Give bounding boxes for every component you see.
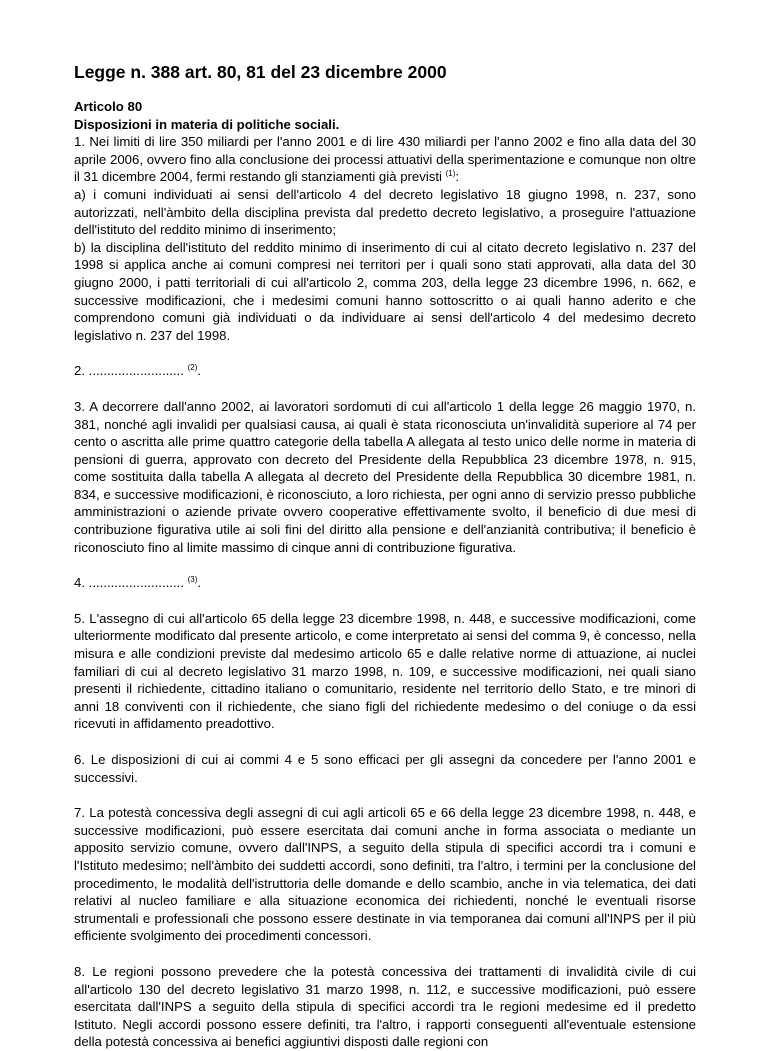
paragraph-1-a: a) i comuni individuati ai sensi dell'articolo 4 del decreto legislativo 18 giugno 1998, n. 237, sono autorizzati, nell'àmbito della disciplina prevista dal predetto decreto legislativo, a proseguire l'attuazione dell'istituto del reddito minimo di inserimento; — [74, 186, 696, 238]
paragraph-4-dot: . — [197, 575, 202, 591]
article-heading: Articolo 80 — [74, 99, 143, 114]
paragraph-2-dot: . — [197, 363, 202, 379]
paragraph-1-colon: : — [455, 169, 460, 185]
paragraph-5: 5. L'assegno di cui all'articolo 65 della legge 23 dicembre 1998, n. 448, e successive modificazioni, come ulteriormente modificato dal presente articolo, e come interpretato ai sensi del comma 9, è concesso, nella misura e alle condizioni previste dal medesimo articolo 65 e dalle relative norme di attuazione, ai nuclei familiari di cui al decreto legislativo 31 marzo 1998, n. 109, e successive modificazioni, nei quali siano presenti il richiedente, cittadino italiano o comunitario, residente nel territorio dello Stato, e tre minori di anni 18 conviventi con il richiedente, che siano figli del richiedente medesimo o del coniuge o da essi ricevuti in affidamento preadottivo. — [74, 610, 696, 732]
paragraph-2 — [74, 362, 696, 380]
paragraph-1-text: 1. Nei limiti di lire 350 miliardi per l'anno 2001 e di lire 430 miliardi per l'anno 2002 e fino alla data del 30 aprile 2006, ovvero fino alla conclusione dei processi attuativi della sperimentazione e comunque non oltre il 31 dicembre 2004, fermi restando gli stanziamenti già previsti — [74, 134, 696, 185]
paragraph-6: 6. Le disposizioni di cui ai commi 4 e 5 sono efficaci per gli assegni da concedere per l'anno 2001 e successivi. — [74, 752, 696, 785]
paragraph-1-intro — [74, 133, 696, 186]
paragraph-4-text: 4. .......................... — [74, 575, 184, 591]
paragraph-2-text: 2. .......................... — [74, 363, 184, 379]
paragraph-8: 8. Le regioni possono prevedere che la potestà concessiva dei trattamenti di invalidità civile di cui all'articolo 130 del decreto legislativo 31 marzo 1998, n. 112, e successive modificazioni, può essere esercitata dall'INPS a seguito della stipula di specifici accordi tra le regioni medesime ed il predetto Istituto. Negli accordi possono essere definiti, tra l'altro, i rapporti conseguenti all'eventuale estensione della potestà concessiva ai benefici aggiuntivi disposti dalle regioni con — [74, 963, 696, 1050]
paragraph-7: 7. La potestà concessiva degli assegni di cui agli articoli 65 e 66 della legge 23 dicembre 1998, n. 448, e successive modificazioni, può essere esercitata dai comuni anche in forma associata o mediante un apposito servizio comune, ovvero dall'INPS, a seguito della stipula di specifici accordi tra i comuni e l'Istituto medesimo; nell'àmbito dei suddetti accordi, sono definiti, tra l'altro, i termini per la conclusione del procedimento, le modalità dell'istruttoria delle domande e dello scambio, anche in via telematica, dei dati relativi al nucleo familiare e alla situazione economica dei richiedenti, nonché le eventuali risorse strumentali e professionali che possono essere destinate in via temporanea dai comuni all'INPS per il più efficiente svolgimento dei procedimenti concessori. — [74, 805, 696, 944]
paragraph-4 — [74, 574, 696, 592]
footnote-ref-3[interactable]: (3) — [187, 575, 198, 585]
document-title: Legge n. 388 art. 80, 81 del 23 dicembre 2000 — [74, 62, 447, 82]
paragraph-3: 3. A decorrere dall'anno 2002, ai lavoratori sordomuti di cui all'articolo 1 della legge 26 maggio 1970, n. 381, nonché agli invalidi per qualsiasi causa, ai quali è stata riconosciuta un'invalidità superiore al 74 per cento o ascritta alle prime quattro categorie della tabella A allegata al testo unico delle norme in materia di pensioni di guerra, approvato con decreto del Presidente della Repubblica 23 dicembre 1978, n. 915, come sostituita dalla tabella A allegata al decreto del Presidente della Repubblica 30 dicembre 1981, n. 834, e successive modificazioni, è riconosciuto, a loro richiesta, per ogni anno di servizio presso pubbliche amministrazioni o aziende private ovvero cooperative effettivamente svolto, il beneficio di due mesi di contribuzione figurativa utile ai soli fini del diritto alla pensione e dell'anzianità contributiva; il beneficio è riconosciuto fino al limite massimo di cinque anni di contribuzione figurativa. — [74, 398, 696, 555]
paragraph-1-b: b) la disciplina dell'istituto del reddito minimo di inserimento di cui al citato decreto legislativo n. 237 del 1998 si applica anche ai comuni compresi nei territori per i quali sono stati approvati, alla data del 30 giugno 2000, i patti territoriali di cui all'articolo 2, comma 203, della legge 23 dicembre 1996, n. 662, e successive modificazioni, che i medesimi comuni hanno sottoscritto o ai quali hanno aderito e che comprendono comuni già individuati o da individuare ai sensi dell'articolo 4 del medesimo decreto legislativo n. 237 del 1998. — [74, 239, 696, 343]
footnote-ref-1[interactable]: (1) — [445, 169, 456, 179]
footnote-ref-2[interactable]: (2) — [187, 363, 198, 373]
document-body — [74, 98, 696, 1051]
article-subheading: Disposizioni in materia di politiche sociali. — [74, 116, 340, 132]
